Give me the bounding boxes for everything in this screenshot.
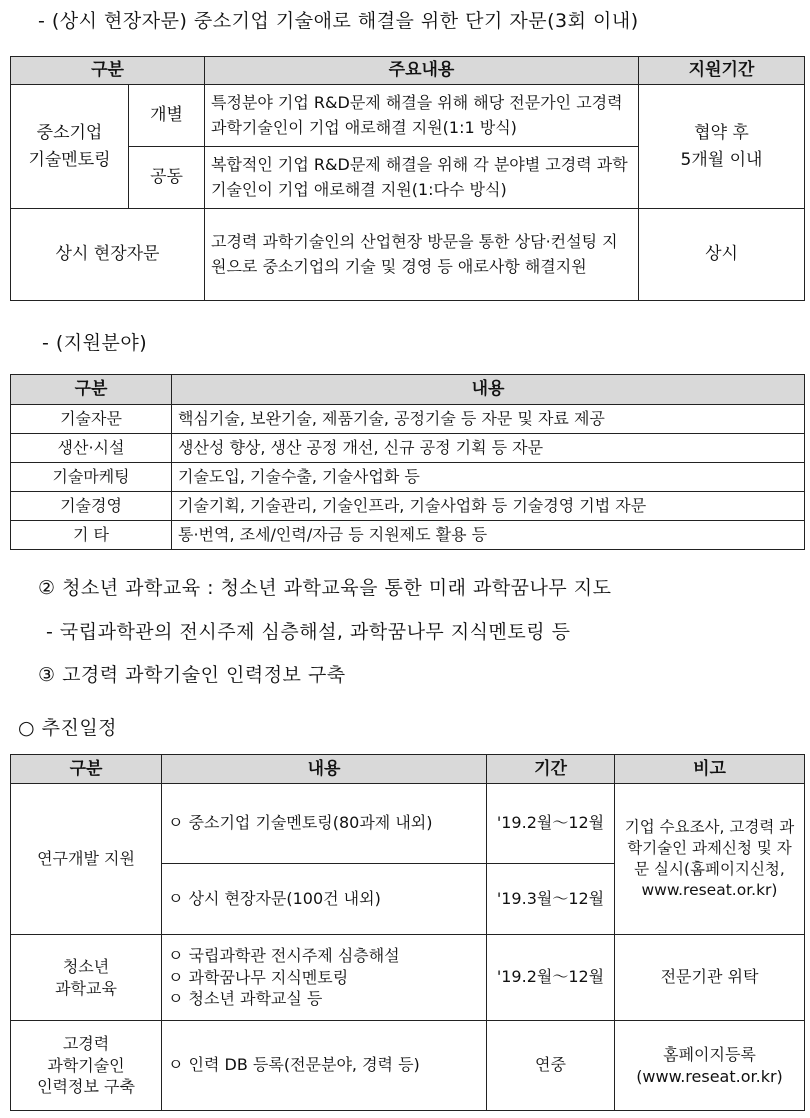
item2-sub-line: - 국립과학관의 전시주제 심층해설, 과학꿈나무 지식멘토링 등 (46, 621, 571, 643)
individual-desc: 특정분야 기업 R&D문제 해결을 위해 해당 전문가인 고경력 과학기술인이 기업 애로해결 지원(1:1 방식) (205, 85, 639, 147)
youth-label: 청소년 과학교육 (11, 935, 162, 1021)
row-category: 기술자문 (11, 405, 172, 434)
header-category: 구분 (11, 57, 205, 85)
individual-label: 개별 (129, 85, 205, 147)
support-area-title: - (지원분야) (42, 332, 148, 354)
header-category: 구분 (11, 375, 172, 405)
db-note: 홈페이지등록 (www.reseat.or.kr) (615, 1021, 805, 1111)
support-area-table (10, 374, 805, 550)
header-note: 비고 (615, 755, 805, 784)
rnd-item: ㅇ 중소기업 기술멘토링(80과제 내외) (162, 784, 487, 864)
header-content: 내용 (162, 755, 487, 784)
rnd-note: 기업 수요조사, 고경력 과학기술인 과제신청 및 자문 실시(홈페이지신청, www.reseat.or.kr) (615, 784, 805, 935)
row-category: 기 타 (11, 521, 172, 550)
onsite-label: 상시 현장자문 (11, 209, 205, 301)
row-content: 생산성 향상, 생산 공정 개선, 신규 공정 기획 등 자문 (172, 434, 805, 463)
list-item: ㅇ 과학꿈나무 지식멘토링 (168, 967, 349, 987)
list-item: ㅇ 국립과학관 전시주제 심층해설 (168, 946, 400, 966)
youth-items (162, 935, 487, 1021)
row-content: 통·번역, 조세/인력/자금 등 지원제도 활용 등 (172, 521, 805, 550)
rnd-period: '19.2월～12월 (487, 784, 615, 864)
header-category: 구분 (11, 755, 162, 784)
onsite-desc: 고경력 과학기술인의 산업현장 방문을 통한 상담·컨설팅 지원으로 중소기업의 기술 및 경영 등 애로사항 해결지원 (205, 209, 639, 301)
header-period: 지원기간 (639, 57, 805, 85)
onsite-period: 상시 (639, 209, 805, 301)
list-item: ㅇ 청소년 과학교실 등 (168, 989, 323, 1009)
db-period: 연중 (487, 1021, 615, 1111)
joint-label: 공동 (129, 147, 205, 209)
rnd-item: ㅇ 상시 현장자문(100건 내외) (162, 864, 487, 935)
row-category: 기술마케팅 (11, 463, 172, 492)
mentoring-period: 협약 후 5개월 이내 (639, 85, 805, 209)
schedule-title: ○ 추진일정 (18, 717, 118, 739)
item2-line: ② 청소년 과학교육 : 청소년 과학교육을 통한 미래 과학꿈나무 지도 (38, 577, 612, 599)
header-content: 주요내용 (205, 57, 639, 85)
item3-line: ③ 고경력 과학기술인 인력정보 구축 (38, 664, 346, 686)
mentoring-label: 중소기업 기술멘토링 (11, 85, 129, 209)
row-content: 기술기획, 기술관리, 기술인프라, 기술사업화 등 기술경영 기법 자문 (172, 492, 805, 521)
schedule-table (10, 754, 805, 1111)
rnd-label: 연구개발 지원 (11, 784, 162, 935)
joint-desc: 복합적인 기업 R&D문제 해결을 위해 각 분야별 고경력 과학기술인이 기업 애로해결 지원(1:다수 방식) (205, 147, 639, 209)
rnd-period: '19.3월～12월 (487, 864, 615, 935)
row-content: 기술도입, 기술수출, 기술사업화 등 (172, 463, 805, 492)
youth-note: 전문기관 위탁 (615, 935, 805, 1021)
row-category: 기술경영 (11, 492, 172, 521)
header-period: 기간 (487, 755, 615, 784)
header-content: 내용 (172, 375, 805, 405)
mentoring-table (10, 56, 805, 301)
db-item: ㅇ 인력 DB 등록(전문분야, 경력 등) (162, 1021, 487, 1111)
row-category: 생산·시설 (11, 434, 172, 463)
row-content: 핵심기술, 보완기술, 제품기술, 공정기술 등 자문 및 자료 제공 (172, 405, 805, 434)
youth-period: '19.2월～12월 (487, 935, 615, 1021)
intro-line: - (상시 현장자문) 중소기업 기술애로 해결을 위한 단기 자문(3회 이내) (38, 10, 639, 32)
db-label: 고경력 과학기술인 인력정보 구축 (11, 1021, 162, 1111)
